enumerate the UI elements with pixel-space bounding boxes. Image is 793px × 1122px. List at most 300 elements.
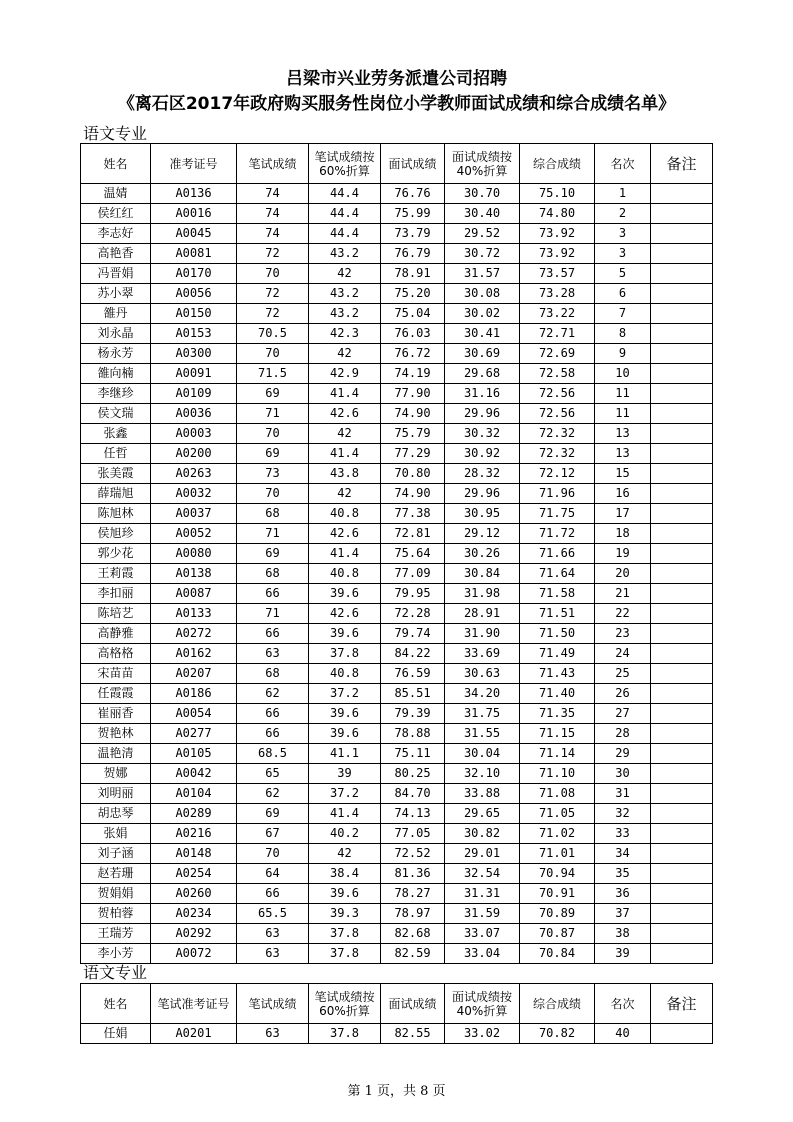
cell-remarks	[651, 584, 713, 604]
table-row	[81, 584, 713, 604]
table-row	[81, 844, 713, 864]
cell-written-weighted: 40.2	[309, 824, 381, 844]
cell-interview-score: 78.88	[381, 724, 445, 744]
col-header-written-weighted: 笔试成绩按 60%折算	[309, 144, 381, 184]
cell-interview-score: 79.39	[381, 704, 445, 724]
cell-interview-score: 77.09	[381, 564, 445, 584]
cell-exam-id: A0136	[151, 184, 237, 204]
table-row	[81, 664, 713, 684]
cell-interview-score: 77.29	[381, 444, 445, 464]
score-table	[80, 983, 713, 1044]
cell-name: 崔丽香	[81, 704, 151, 724]
cell-written-score: 73	[237, 464, 309, 484]
cell-remarks	[651, 444, 713, 464]
cell-name: 刘子涵	[81, 844, 151, 864]
cell-written-score: 66	[237, 724, 309, 744]
cell-written-score: 70	[237, 484, 309, 504]
cell-interview-weighted: 29.52	[445, 224, 520, 244]
cell-written-weighted: 37.8	[309, 1024, 381, 1044]
cell-written-score: 72	[237, 304, 309, 324]
cell-remarks	[651, 244, 713, 264]
cell-interview-score: 72.81	[381, 524, 445, 544]
cell-exam-id: A0170	[151, 264, 237, 284]
table-row	[81, 744, 713, 764]
cell-interview-weighted: 31.98	[445, 584, 520, 604]
cell-written-score: 63	[237, 644, 309, 664]
cell-written-score: 74	[237, 224, 309, 244]
cell-interview-score: 76.59	[381, 664, 445, 684]
cell-interview-score: 78.27	[381, 884, 445, 904]
cell-name: 李志好	[81, 224, 151, 244]
cell-name: 胡忠琴	[81, 804, 151, 824]
table-row	[81, 444, 713, 464]
cell-remarks	[651, 424, 713, 444]
document-subtitle: 《离石区2017年政府购买服务性岗位小学教师面试成绩和综合成绩名单》	[117, 94, 676, 114]
cell-name: 雒向楠	[81, 364, 151, 384]
cell-exam-id: A0272	[151, 624, 237, 644]
cell-name: 刘永晶	[81, 324, 151, 344]
cell-rank: 11	[595, 404, 651, 424]
cell-name: 高静雅	[81, 624, 151, 644]
cell-exam-id: A0042	[151, 764, 237, 784]
cell-remarks	[651, 304, 713, 324]
cell-written-score: 65	[237, 764, 309, 784]
cell-name: 王莉霞	[81, 564, 151, 584]
cell-remarks	[651, 504, 713, 524]
cell-interview-score: 76.76	[381, 184, 445, 204]
cell-name: 高格格	[81, 644, 151, 664]
cell-total-score: 73.22	[520, 304, 595, 324]
table-row	[81, 944, 713, 964]
table-row	[81, 784, 713, 804]
table-header-row	[81, 984, 713, 1024]
cell-interview-weighted: 30.26	[445, 544, 520, 564]
col-header-rank: 名次	[595, 984, 651, 1024]
table-row	[81, 464, 713, 484]
cell-exam-id: A0054	[151, 704, 237, 724]
table-row	[81, 304, 713, 324]
cell-total-score: 71.51	[520, 604, 595, 624]
cell-exam-id: A0201	[151, 1024, 237, 1044]
cell-total-score: 73.92	[520, 244, 595, 264]
cell-interview-weighted: 30.32	[445, 424, 520, 444]
cell-rank: 13	[595, 424, 651, 444]
col-header-interview-weighted: 面试成绩按 40%折算	[445, 984, 520, 1024]
col-header-interview-score: 面试成绩	[381, 984, 445, 1024]
cell-rank: 9	[595, 344, 651, 364]
cell-exam-id: A0032	[151, 484, 237, 504]
cell-interview-weighted: 29.96	[445, 404, 520, 424]
cell-total-score: 70.82	[520, 1024, 595, 1044]
table-row	[81, 384, 713, 404]
cell-remarks	[651, 1024, 713, 1044]
cell-remarks	[651, 844, 713, 864]
cell-rank: 24	[595, 644, 651, 664]
cell-exam-id: A0148	[151, 844, 237, 864]
cell-interview-score: 75.79	[381, 424, 445, 444]
cell-written-weighted: 43.2	[309, 244, 381, 264]
section-label: 语文专业	[83, 124, 148, 143]
cell-remarks	[651, 204, 713, 224]
cell-interview-score: 75.11	[381, 744, 445, 764]
cell-written-score: 70	[237, 344, 309, 364]
cell-rank: 23	[595, 624, 651, 644]
cell-interview-weighted: 30.70	[445, 184, 520, 204]
cell-written-score: 66	[237, 704, 309, 724]
cell-remarks	[651, 364, 713, 384]
table-row	[81, 484, 713, 504]
cell-interview-score: 77.90	[381, 384, 445, 404]
cell-name: 温艳清	[81, 744, 151, 764]
cell-rank: 33	[595, 824, 651, 844]
cell-total-score: 71.14	[520, 744, 595, 764]
cell-written-score: 66	[237, 624, 309, 644]
cell-written-weighted: 42.6	[309, 604, 381, 624]
cell-interview-weighted: 30.95	[445, 504, 520, 524]
cell-interview-score: 75.64	[381, 544, 445, 564]
cell-interview-score: 78.91	[381, 264, 445, 284]
cell-remarks	[651, 384, 713, 404]
cell-remarks	[651, 684, 713, 704]
col-header-remarks: 备注	[651, 984, 713, 1024]
cell-remarks	[651, 644, 713, 664]
table-row	[81, 404, 713, 424]
cell-interview-weighted: 29.12	[445, 524, 520, 544]
cell-remarks	[651, 344, 713, 364]
cell-rank: 26	[595, 684, 651, 704]
cell-total-score: 72.56	[520, 404, 595, 424]
cell-written-weighted: 44.4	[309, 224, 381, 244]
cell-name: 高艳香	[81, 244, 151, 264]
cell-name: 任哲	[81, 444, 151, 464]
cell-remarks	[651, 924, 713, 944]
cell-written-score: 70	[237, 844, 309, 864]
section-label: 语文专业	[83, 963, 148, 982]
cell-remarks	[651, 624, 713, 644]
cell-written-weighted: 42	[309, 844, 381, 864]
cell-interview-weighted: 31.16	[445, 384, 520, 404]
cell-written-weighted: 37.8	[309, 644, 381, 664]
cell-name: 宋苗苗	[81, 664, 151, 684]
table-row	[81, 824, 713, 844]
cell-name: 赵若珊	[81, 864, 151, 884]
cell-name: 张娟	[81, 824, 151, 844]
cell-rank: 29	[595, 744, 651, 764]
cell-rank: 38	[595, 924, 651, 944]
cell-written-weighted: 39.6	[309, 584, 381, 604]
cell-written-weighted: 41.4	[309, 444, 381, 464]
cell-total-score: 71.05	[520, 804, 595, 824]
col-header-rank: 名次	[595, 144, 651, 184]
cell-total-score: 71.49	[520, 644, 595, 664]
cell-interview-weighted: 30.04	[445, 744, 520, 764]
cell-total-score: 71.43	[520, 664, 595, 684]
cell-written-weighted: 42	[309, 424, 381, 444]
cell-interview-weighted: 30.84	[445, 564, 520, 584]
cell-exam-id: A0087	[151, 584, 237, 604]
cell-exam-id: A0289	[151, 804, 237, 824]
cell-exam-id: A0207	[151, 664, 237, 684]
cell-interview-weighted: 32.10	[445, 764, 520, 784]
col-header-interview-weighted: 面试成绩按 40%折算	[445, 144, 520, 184]
cell-total-score: 73.28	[520, 284, 595, 304]
cell-interview-weighted: 31.55	[445, 724, 520, 744]
cell-interview-score: 77.38	[381, 504, 445, 524]
cell-remarks	[651, 524, 713, 544]
cell-rank: 15	[595, 464, 651, 484]
cell-rank: 8	[595, 324, 651, 344]
cell-name: 陈培艺	[81, 604, 151, 624]
cell-written-score: 68	[237, 564, 309, 584]
cell-interview-weighted: 33.07	[445, 924, 520, 944]
cell-exam-id: A0072	[151, 944, 237, 964]
cell-remarks	[651, 784, 713, 804]
cell-written-weighted: 41.4	[309, 804, 381, 824]
cell-written-score: 71	[237, 524, 309, 544]
cell-name: 任霞霞	[81, 684, 151, 704]
cell-interview-score: 84.22	[381, 644, 445, 664]
table-row	[81, 524, 713, 544]
cell-interview-score: 70.80	[381, 464, 445, 484]
col-header-name: 姓名	[81, 144, 151, 184]
cell-exam-id: A0300	[151, 344, 237, 364]
cell-exam-id: A0150	[151, 304, 237, 324]
table-row	[81, 344, 713, 364]
cell-interview-score: 74.19	[381, 364, 445, 384]
cell-interview-weighted: 31.90	[445, 624, 520, 644]
cell-rank: 22	[595, 604, 651, 624]
cell-written-score: 68	[237, 664, 309, 684]
cell-remarks	[651, 464, 713, 484]
cell-interview-weighted: 30.72	[445, 244, 520, 264]
cell-rank: 27	[595, 704, 651, 724]
cell-total-score: 71.58	[520, 584, 595, 604]
cell-rank: 17	[595, 504, 651, 524]
cell-interview-score: 78.97	[381, 904, 445, 924]
cell-interview-score: 76.72	[381, 344, 445, 364]
cell-interview-weighted: 30.69	[445, 344, 520, 364]
cell-written-weighted: 40.8	[309, 504, 381, 524]
cell-written-weighted: 41.4	[309, 544, 381, 564]
cell-name: 张鑫	[81, 424, 151, 444]
cell-interview-weighted: 33.02	[445, 1024, 520, 1044]
cell-written-score: 71	[237, 404, 309, 424]
cell-rank: 39	[595, 944, 651, 964]
cell-name: 贺娟娟	[81, 884, 151, 904]
table-row	[81, 544, 713, 564]
cell-interview-score: 74.90	[381, 404, 445, 424]
cell-exam-id: A0292	[151, 924, 237, 944]
cell-rank: 11	[595, 384, 651, 404]
cell-interview-weighted: 30.40	[445, 204, 520, 224]
cell-exam-id: A0109	[151, 384, 237, 404]
col-header-total-score: 综合成绩	[520, 144, 595, 184]
cell-total-score: 72.32	[520, 444, 595, 464]
cell-written-weighted: 39.6	[309, 724, 381, 744]
cell-written-weighted: 42	[309, 484, 381, 504]
cell-total-score: 71.64	[520, 564, 595, 584]
cell-remarks	[651, 824, 713, 844]
cell-total-score: 72.56	[520, 384, 595, 404]
cell-total-score: 70.84	[520, 944, 595, 964]
cell-total-score: 71.75	[520, 504, 595, 524]
cell-exam-id: A0037	[151, 504, 237, 524]
cell-written-weighted: 42.3	[309, 324, 381, 344]
cell-total-score: 71.35	[520, 704, 595, 724]
cell-written-score: 69	[237, 804, 309, 824]
cell-name: 陈旭林	[81, 504, 151, 524]
cell-remarks	[651, 904, 713, 924]
cell-remarks	[651, 944, 713, 964]
cell-remarks	[651, 724, 713, 744]
cell-total-score: 71.40	[520, 684, 595, 704]
cell-interview-score: 82.68	[381, 924, 445, 944]
cell-written-score: 70	[237, 424, 309, 444]
cell-interview-score: 77.05	[381, 824, 445, 844]
cell-name: 刘明丽	[81, 784, 151, 804]
table-row	[81, 324, 713, 344]
cell-total-score: 71.01	[520, 844, 595, 864]
cell-remarks	[651, 544, 713, 564]
cell-written-score: 66	[237, 884, 309, 904]
table-row	[81, 764, 713, 784]
cell-written-weighted: 42.6	[309, 524, 381, 544]
cell-interview-weighted: 32.54	[445, 864, 520, 884]
cell-exam-id: A0003	[151, 424, 237, 444]
cell-name: 杨永芳	[81, 344, 151, 364]
cell-interview-weighted: 30.63	[445, 664, 520, 684]
cell-written-score: 70	[237, 264, 309, 284]
cell-written-weighted: 42.6	[309, 404, 381, 424]
cell-exam-id: A0186	[151, 684, 237, 704]
cell-remarks	[651, 884, 713, 904]
cell-name: 贺娜	[81, 764, 151, 784]
cell-total-score: 75.10	[520, 184, 595, 204]
cell-total-score: 70.87	[520, 924, 595, 944]
cell-interview-score: 84.70	[381, 784, 445, 804]
cell-written-score: 69	[237, 384, 309, 404]
cell-remarks	[651, 804, 713, 824]
cell-total-score: 70.94	[520, 864, 595, 884]
cell-written-weighted: 43.2	[309, 304, 381, 324]
cell-written-score: 67	[237, 824, 309, 844]
cell-written-score: 63	[237, 1024, 309, 1044]
table-row	[81, 804, 713, 824]
cell-interview-score: 75.20	[381, 284, 445, 304]
cell-exam-id: A0133	[151, 604, 237, 624]
cell-written-weighted: 40.8	[309, 664, 381, 684]
cell-remarks	[651, 224, 713, 244]
cell-remarks	[651, 704, 713, 724]
cell-written-weighted: 39.6	[309, 884, 381, 904]
cell-written-weighted: 40.8	[309, 564, 381, 584]
cell-rank: 19	[595, 544, 651, 564]
cell-written-weighted: 42	[309, 344, 381, 364]
cell-written-weighted: 42.9	[309, 364, 381, 384]
cell-interview-weighted: 29.01	[445, 844, 520, 864]
cell-exam-id: A0260	[151, 884, 237, 904]
cell-rank: 25	[595, 664, 651, 684]
cell-written-score: 62	[237, 784, 309, 804]
col-header-written-weighted: 笔试成绩按 60%折算	[309, 984, 381, 1024]
cell-written-weighted: 39.6	[309, 624, 381, 644]
cell-interview-score: 79.74	[381, 624, 445, 644]
cell-total-score: 70.89	[520, 904, 595, 924]
cell-exam-id: A0104	[151, 784, 237, 804]
cell-rank: 34	[595, 844, 651, 864]
cell-name: 侯文瑞	[81, 404, 151, 424]
cell-name: 贺艳林	[81, 724, 151, 744]
cell-remarks	[651, 564, 713, 584]
cell-written-weighted: 39.3	[309, 904, 381, 924]
cell-total-score: 71.02	[520, 824, 595, 844]
cell-total-score: 71.08	[520, 784, 595, 804]
cell-written-weighted: 43.8	[309, 464, 381, 484]
table-row	[81, 724, 713, 744]
cell-rank: 28	[595, 724, 651, 744]
table-row	[81, 624, 713, 644]
table-row	[81, 284, 713, 304]
col-header-written-score: 笔试成绩	[237, 984, 309, 1024]
table-row	[81, 504, 713, 524]
cell-written-score: 62	[237, 684, 309, 704]
cell-written-weighted: 43.2	[309, 284, 381, 304]
cell-interview-score: 82.59	[381, 944, 445, 964]
table-row	[81, 264, 713, 284]
cell-total-score: 70.91	[520, 884, 595, 904]
cell-written-score: 71	[237, 604, 309, 624]
cell-exam-id: A0016	[151, 204, 237, 224]
cell-name: 贺柏蓉	[81, 904, 151, 924]
cell-remarks	[651, 284, 713, 304]
page-number: 第 1 页，共 8 页	[347, 1084, 446, 1099]
cell-interview-weighted: 34.20	[445, 684, 520, 704]
cell-interview-score: 75.04	[381, 304, 445, 324]
cell-exam-id: A0045	[151, 224, 237, 244]
cell-interview-score: 76.03	[381, 324, 445, 344]
cell-rank: 37	[595, 904, 651, 924]
table-header-row	[81, 144, 713, 184]
cell-interview-score: 72.52	[381, 844, 445, 864]
cell-interview-score: 85.51	[381, 684, 445, 704]
cell-written-weighted: 41.1	[309, 744, 381, 764]
cell-name: 雒丹	[81, 304, 151, 324]
cell-exam-id: A0081	[151, 244, 237, 264]
table-row	[81, 244, 713, 264]
cell-interview-weighted: 30.82	[445, 824, 520, 844]
cell-rank: 21	[595, 584, 651, 604]
cell-exam-id: A0277	[151, 724, 237, 744]
table-row	[81, 704, 713, 724]
cell-remarks	[651, 864, 713, 884]
cell-interview-score: 82.55	[381, 1024, 445, 1044]
cell-rank: 13	[595, 444, 651, 464]
cell-written-score: 70.5	[237, 324, 309, 344]
cell-rank: 40	[595, 1024, 651, 1044]
table-row	[81, 924, 713, 944]
cell-interview-score: 73.79	[381, 224, 445, 244]
cell-written-score: 72	[237, 284, 309, 304]
cell-remarks	[651, 604, 713, 624]
cell-interview-score: 79.95	[381, 584, 445, 604]
col-header-written-score: 笔试成绩	[237, 144, 309, 184]
cell-total-score: 71.96	[520, 484, 595, 504]
cell-total-score: 71.10	[520, 764, 595, 784]
table-row	[81, 364, 713, 384]
cell-total-score: 72.69	[520, 344, 595, 364]
col-header-exam-id: 笔试准考证号	[151, 984, 237, 1024]
cell-remarks	[651, 484, 713, 504]
